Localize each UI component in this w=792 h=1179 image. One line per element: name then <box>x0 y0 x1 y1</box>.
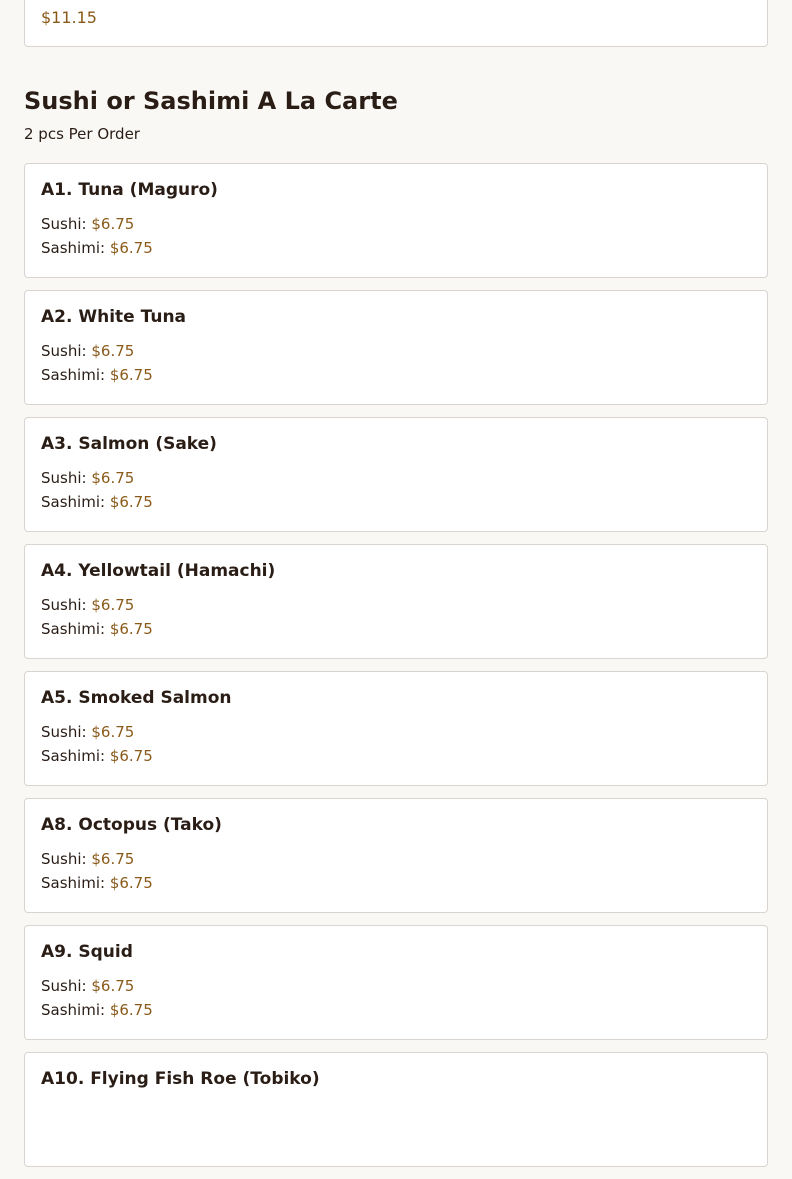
sashimi-label: Sashimi: <box>41 747 106 765</box>
menu-item-name: A5. Smoked Salmon <box>41 688 232 708</box>
sushi-label: Sushi: <box>41 215 87 233</box>
sushi-label: Sushi: <box>41 850 87 868</box>
sashimi-price-row <box>41 744 751 768</box>
menu-item-list <box>24 163 768 1179</box>
menu-item-name: A9. Squid <box>41 942 133 962</box>
sashimi-price-row <box>41 998 751 1022</box>
sushi-price-row <box>41 212 751 236</box>
menu-item-card[interactable] <box>24 798 768 913</box>
previous-menu-item-card[interactable] <box>24 0 768 47</box>
sashimi-price-row <box>41 617 751 641</box>
sashimi-label: Sashimi: <box>41 620 106 638</box>
sashimi-price: $6.75 <box>109 239 153 257</box>
sushi-price: $6.75 <box>91 469 135 487</box>
menu-item-card[interactable] <box>24 290 768 405</box>
menu-item-name: A1. Tuna (Maguro) <box>41 180 218 200</box>
sushi-label: Sushi: <box>41 342 87 360</box>
menu-item-card[interactable] <box>24 417 768 532</box>
sashimi-label: Sashimi: <box>41 1001 106 1019</box>
sushi-price-row <box>41 974 751 998</box>
sashimi-label: Sashimi: <box>41 239 106 257</box>
sushi-price: $6.75 <box>91 596 135 614</box>
menu-item-card[interactable] <box>24 1052 768 1167</box>
menu-item-name: A8. Octopus (Tako) <box>41 815 222 835</box>
sushi-price-row <box>41 847 751 871</box>
sashimi-price: $6.75 <box>109 620 153 638</box>
sashimi-price: $6.75 <box>109 874 153 892</box>
previous-item-price: $11.15 <box>41 8 97 27</box>
menu-item-card[interactable] <box>24 163 768 278</box>
sashimi-price-row <box>41 363 751 387</box>
section-subtitle: 2 pcs Per Order <box>24 125 140 143</box>
menu-item-name: A3. Salmon (Sake) <box>41 434 217 454</box>
sushi-price: $6.75 <box>91 215 135 233</box>
sushi-price-row <box>41 593 751 617</box>
sushi-price-row <box>41 466 751 490</box>
sashimi-label: Sashimi: <box>41 874 106 892</box>
sashimi-label: Sashimi: <box>41 366 106 384</box>
sushi-price-row <box>41 720 751 744</box>
sashimi-price-row <box>41 871 751 895</box>
menu-item-name: A4. Yellowtail (Hamachi) <box>41 561 276 581</box>
sushi-price: $6.75 <box>91 342 135 360</box>
sushi-label: Sushi: <box>41 723 87 741</box>
sushi-label: Sushi: <box>41 469 87 487</box>
sashimi-price: $6.75 <box>109 1001 153 1019</box>
menu-item-card[interactable] <box>24 925 768 1040</box>
sashimi-price-row <box>41 490 751 514</box>
sushi-price: $6.75 <box>91 723 135 741</box>
menu-item-name: A2. White Tuna <box>41 307 187 327</box>
section-title: Sushi or Sashimi A La Carte <box>24 87 398 115</box>
sashimi-price: $6.75 <box>109 747 153 765</box>
menu-item-card[interactable] <box>24 544 768 659</box>
sashimi-price: $6.75 <box>109 493 153 511</box>
sushi-label: Sushi: <box>41 596 87 614</box>
sushi-label: Sushi: <box>41 977 87 995</box>
sashimi-price-row <box>41 236 751 260</box>
menu-item-card[interactable] <box>24 671 768 786</box>
sashimi-price: $6.75 <box>109 366 153 384</box>
sushi-price: $6.75 <box>91 977 135 995</box>
menu-item-name: A10. Flying Fish Roe (Tobiko) <box>41 1069 320 1089</box>
sushi-price: $6.75 <box>91 850 135 868</box>
sushi-price-row <box>41 339 751 363</box>
sashimi-label: Sashimi: <box>41 493 106 511</box>
